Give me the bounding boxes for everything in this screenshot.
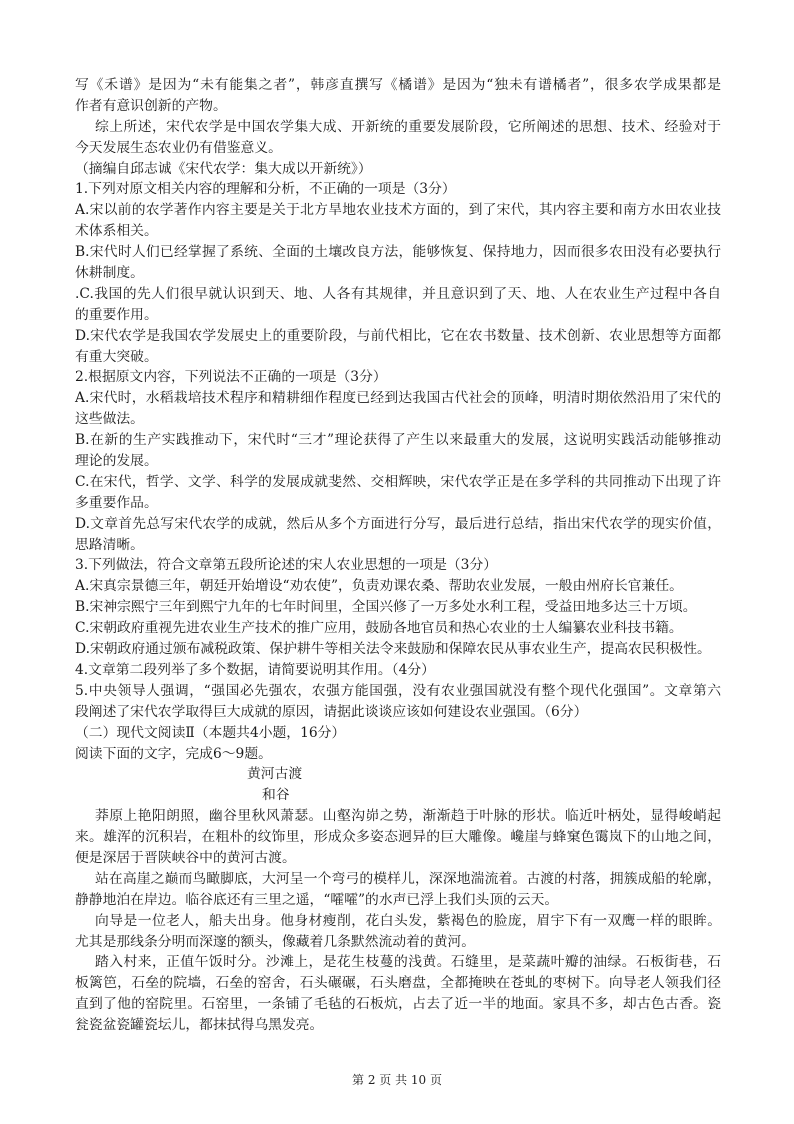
option-b: B.宋神宗熙宁三年到熙宁九年的七年时间里，全国兴修了一万多处水利工程，受益田地多达三十万顷。 [75, 599, 697, 616]
option-b: B.宋代时人们已经掌握了系统、全面的土壤改良方法，能够恢复、保持地力，因而很多农田没有必要执行 [75, 244, 721, 261]
question-2 [75, 367, 721, 555]
page-number-footer: 第 2 页 共 10 页 [352, 1073, 442, 1087]
article-line: 板篱笆，石垒的院墙，石垒的窑舍，石头碾碾，石头磨盘，全都掩映在苍虬的枣树下。向导老人领我们径 [75, 975, 721, 992]
page-content [75, 75, 721, 1036]
reading-one-passage-end [75, 75, 721, 179]
article-line: 向导是一位老人，船夫出身。他身材瘦削，花白头发，紫褐色的脸庞，眉宇下有一双鹰一样的眼眸。 [95, 912, 721, 929]
article-paragraph-2 [75, 869, 721, 911]
article-line: 尤其是那线条分明而深邃的额头，像藏着几条默然流动着的黄河。 [75, 933, 476, 950]
article-line: 来。雄浑的沉积岩，在粗朴的纹饰里，形成众多姿态迥异的巨大雕像。巉崖与蜂窠色霭岚下的山地之间， [75, 829, 721, 846]
reading-instruction: 阅读下面的文字，完成6～9题。 [75, 745, 272, 762]
option-b: 休耕制度。 [75, 265, 144, 282]
question-stem: 段阐述了宋代农学取得巨大成就的原因，请据此谈谈应该如何建设农业强国。（6分） [75, 703, 588, 720]
question-5 [75, 681, 721, 723]
conclusion-paragraph-line: 今天发展生态农业仍有借鉴意义。 [75, 139, 282, 156]
article-line: 站在高崖之巅而鸟瞰脚底，大河呈一个弯弓的模样儿，深深地湍流着。古渡的村落，拥簇成船的轮廓， [95, 870, 721, 887]
question-4 [75, 660, 721, 681]
option-d: D.文章首先总写宋代农学的成就，然后从多个方面进行分写，最后进行总结，指出宋代农学的现实价值， [75, 515, 721, 532]
option-b: B.在新的生产实践推动下，宋代时“三才”理论获得了产生以来最重大的发展，这说明实践活动能够推动 [75, 432, 721, 449]
option-d: 有重大突破。 [75, 348, 158, 365]
reading-two [75, 723, 721, 1036]
article-line: 瓮瓷盆瓷罐瓷坛儿，都抹拭得乌黑发亮。 [75, 1017, 324, 1034]
article-paragraph-3 [75, 911, 721, 953]
option-c: 的重要作用。 [75, 306, 158, 323]
option-a: 这些做法。 [75, 411, 144, 428]
article-paragraph-1 [75, 806, 721, 869]
option-a: A.宋代时，水稻栽培技术程序和精耕细作程度已经到达我国古代社会的顶峰，明清时期依然沿用了宋代的 [75, 390, 721, 407]
article-line: 直到了他的窑院里。石窑里，一条铺了毛毡的石板炕，占去了近一半的地面。家具不多，却古色古香。瓷 [75, 996, 721, 1013]
article-line: 踏入村来，正值午饭时分。沙滩上，是花生枝蔓的浅黄。石缝里，是菜蔬叶瓣的油绿。石板街巷，石 [95, 954, 721, 971]
passage-paragraph-line: 写《禾谱》是因为“未有能集之者”，韩彦直撰写《橘谱》是因为“独未有谱橘者”，很多农学成果都是 [75, 77, 721, 93]
question-stem: 3.下列做法，符合文章第五段所论述的宋人农业思想的一项是（3分） [75, 557, 498, 574]
question-stem: 4.文章第二段列举了多个数据，请简要说明其作用。（4分） [75, 661, 435, 678]
question-stem: 5.中央领导人强调，“强国必先强农，农强方能国强，没有农业强国就没有整个现代化强国”。文章第六 [75, 682, 721, 699]
conclusion-paragraph-line: 综上所述，宋代农学是中国农学集大成、开新统的重要发展阶段，它所阐述的思想、技术、经验对于 [95, 118, 721, 135]
option-c: .C.我国的先人们很早就认识到天、地、人各有其规律，并且意识到了天、地、人在农业生产过程中各自 [75, 285, 721, 302]
passage-paragraph-line: 作者有意识创新的产物。 [75, 97, 227, 114]
option-a: 术体系相关。 [75, 223, 158, 240]
article-title: 黄河古渡 [247, 766, 303, 783]
article-line: 静静地泊在岸边。临谷底还有三里之遥，“嚯嚯”的水声已浮上我们头顶的云天。 [75, 891, 559, 908]
section-heading: （二）现代文阅读Ⅱ（本题共4小题，16分） [75, 724, 346, 741]
question-stem: 1.下列对原文相关内容的理解和分析，不正确的一项是（3分） [75, 181, 456, 198]
option-c: 多重要作品。 [75, 494, 158, 511]
option-c: C.在宋代，哲学、文学、科学的发展成就斐然、交相辉映，宋代农学正是在多学科的共同推动下出现了许 [75, 473, 721, 490]
option-a: A.宋以前的农学著作内容主要是关于北方旱地农业技术方面的，到了宋代，其内容主要和南方水田农业技 [75, 202, 721, 219]
option-c: C.宋朝政府重视先进农业生产技术的推广应用，鼓励各地官员和热心农业的士人编纂农业科技书籍。 [75, 620, 683, 637]
passage-source: （摘编自邱志诚《宋代农学：集大成以开新统》） [75, 160, 372, 177]
article-line: 莽原上艳阳朗照，幽谷里秋风萧瑟。山壑沟峁之势，渐渐趋于叶脉的形状。临近叶柄处，显得峻峭起 [95, 808, 721, 825]
article-paragraph-4 [75, 952, 721, 1036]
option-b: 理论的发展。 [75, 453, 158, 470]
question-stem: 2.根据原文内容，下列说法不正确的一项是（3分） [75, 369, 387, 386]
option-a: A.宋真宗景德三年，朝廷开始增设“劝农使”，负责劝课农桑、帮助农业发展，一般由州府长官兼任。 [75, 578, 683, 595]
article-line: 便是深居于晋陕峡谷中的黄河古渡。 [75, 849, 296, 866]
option-d: 思路清晰。 [75, 536, 144, 553]
option-d: D.宋朝政府通过颁布减税政策、保护耕牛等相关法令来鼓励和保障农民从事农业生产，提高农民积极性。 [75, 641, 711, 658]
question-3 [75, 555, 721, 659]
option-d: D.宋代农学是我国农学发展史上的重要阶段，与前代相比，它在农书数量、技术创新、农业思想等方面都 [75, 327, 721, 344]
article-author: 和谷 [262, 787, 290, 804]
question-1 [75, 179, 721, 367]
